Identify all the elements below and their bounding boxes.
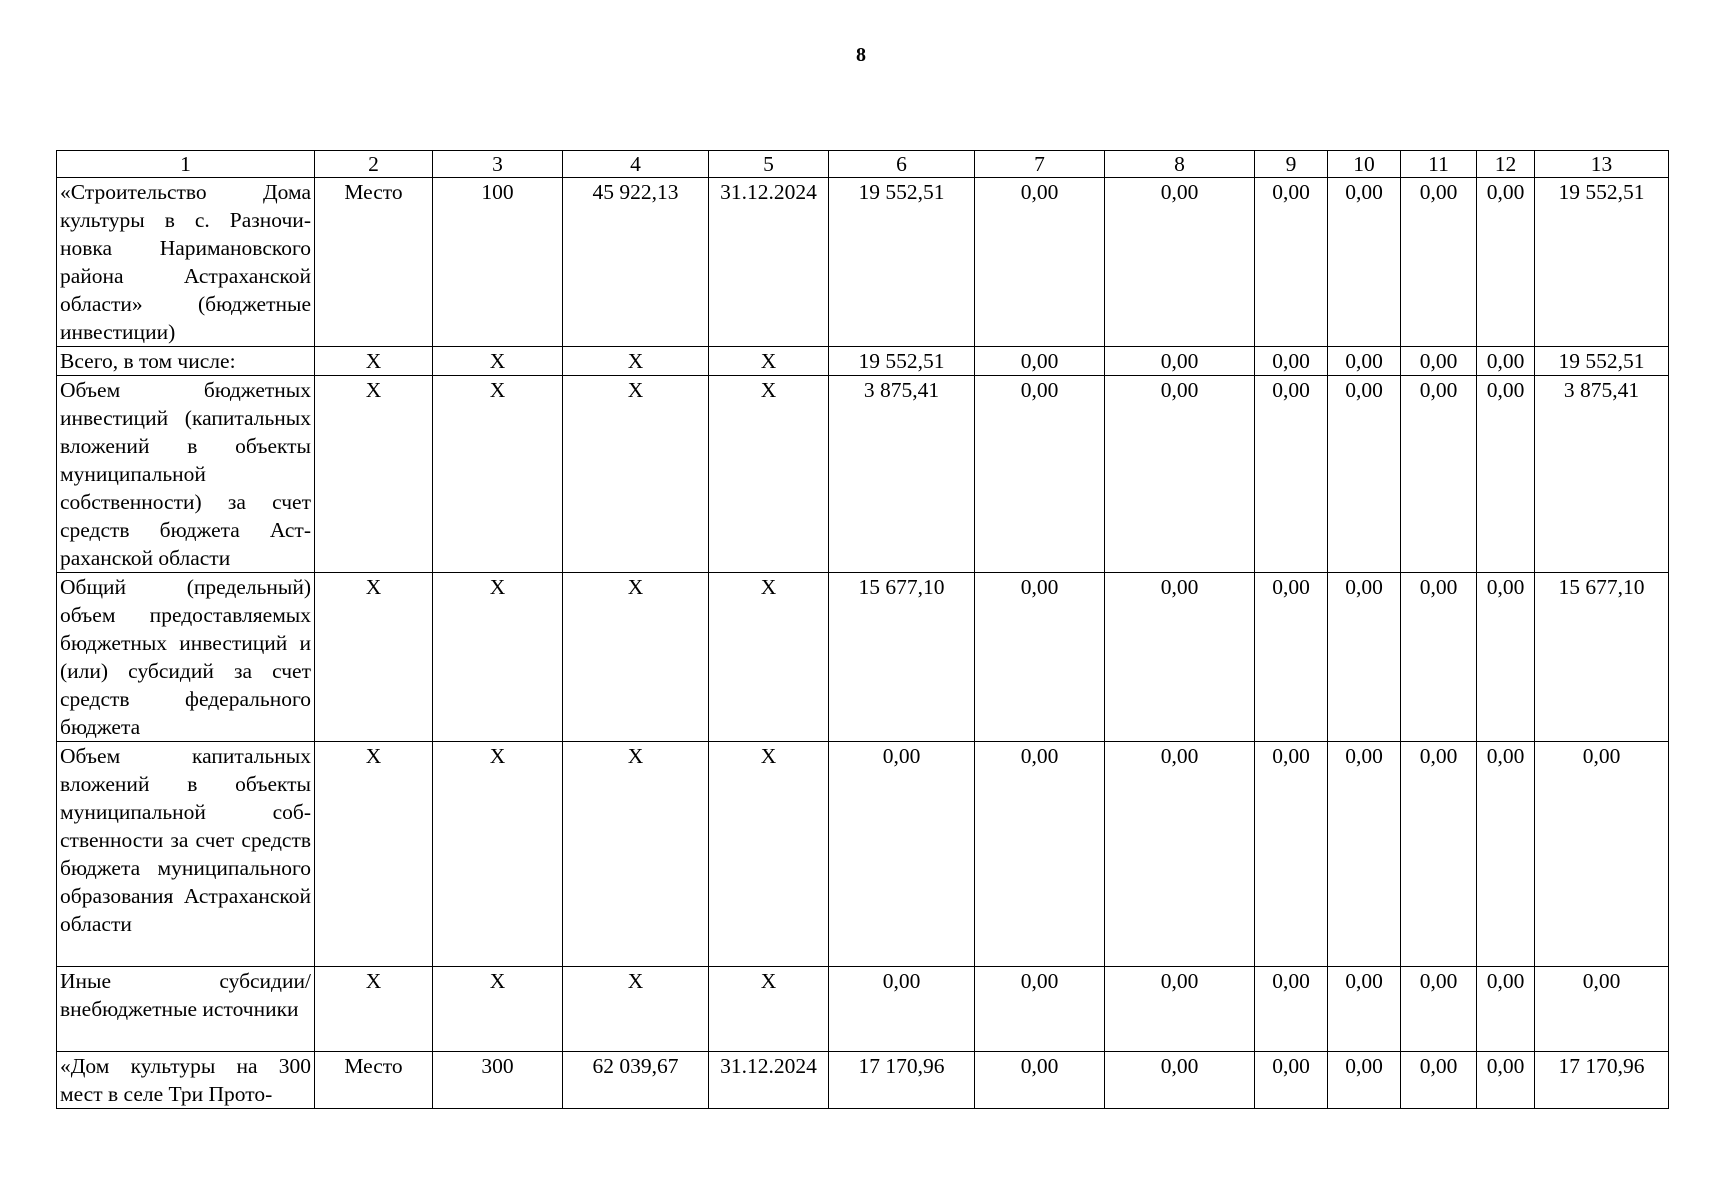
- table-row: [57, 347, 1669, 376]
- table-cell: 0,00: [975, 347, 1105, 376]
- table-row: [57, 1052, 1669, 1109]
- table-cell: X: [563, 376, 709, 573]
- table-cell: 31.12.2024: [709, 1052, 829, 1109]
- table-cell: 0,00: [975, 742, 1105, 967]
- table-cell: X: [433, 742, 563, 967]
- table-cell: 0,00: [1255, 573, 1328, 742]
- table-cell: 0,00: [1255, 178, 1328, 347]
- table-cell: 0,00: [1401, 742, 1477, 967]
- table-cell: 0,00: [1477, 573, 1535, 742]
- table-cell: X: [433, 347, 563, 376]
- column-number: 1: [57, 151, 315, 178]
- table-cell: 0,00: [829, 967, 975, 1052]
- table-cell: 0,00: [1535, 742, 1669, 967]
- table-cell: X: [709, 376, 829, 573]
- column-number: 5: [709, 151, 829, 178]
- table-cell: 0,00: [829, 742, 975, 967]
- table-cell: 19 552,51: [1535, 347, 1669, 376]
- table-cell: 0,00: [975, 376, 1105, 573]
- table-cell: X: [433, 967, 563, 1052]
- table-cell: X: [709, 573, 829, 742]
- table-cell: 0,00: [1401, 347, 1477, 376]
- table-cell: 300: [433, 1052, 563, 1109]
- budget-investment-table: [56, 150, 1669, 1109]
- table-cell: 0,00: [1328, 347, 1401, 376]
- table-cell: 0,00: [1105, 347, 1255, 376]
- table-cell: 0,00: [1255, 742, 1328, 967]
- column-number: 8: [1105, 151, 1255, 178]
- table-cell: X: [315, 967, 433, 1052]
- table-cell: 15 677,10: [1535, 573, 1669, 742]
- table-cell: 0,00: [975, 178, 1105, 347]
- row-description: «Строительство Дома культуры в с. Разночиновка Наримановского района Астраханской области» (бюджетные инвестиции): [57, 178, 315, 347]
- table-cell: 0,00: [1105, 967, 1255, 1052]
- row-description: Иные субсидии/внебюджетные источники: [57, 967, 315, 1052]
- column-number: 13: [1535, 151, 1669, 178]
- column-number: 6: [829, 151, 975, 178]
- table-cell: 0,00: [1105, 178, 1255, 347]
- table-cell: 0,00: [1255, 376, 1328, 573]
- column-number: 11: [1401, 151, 1477, 178]
- table-cell: 100: [433, 178, 563, 347]
- row-description: Общий (предельный) объем предоставляемых бюджетных инвестиций и (или) субсидий за счет средств федерального бюджета: [57, 573, 315, 742]
- table-cell: 19 552,51: [829, 178, 975, 347]
- table-cell: X: [563, 573, 709, 742]
- table-cell: X: [315, 742, 433, 967]
- table-cell: 0,00: [1105, 573, 1255, 742]
- table-cell: 0,00: [1477, 1052, 1535, 1109]
- row-description: Объем капитальных вложений в объекты муниципальной собственности за счет средств бюджета муниципального образования Астраханской области: [57, 742, 315, 967]
- page-number: 8: [856, 44, 866, 66]
- table-cell: 0,00: [975, 1052, 1105, 1109]
- table-cell: 0,00: [1477, 376, 1535, 573]
- table-cell: 0,00: [1328, 573, 1401, 742]
- table-cell: X: [315, 573, 433, 742]
- table-cell: 0,00: [1477, 967, 1535, 1052]
- table-cell: 0,00: [1401, 178, 1477, 347]
- table-cell: 0,00: [1328, 376, 1401, 573]
- table-row: [57, 742, 1669, 967]
- table-cell: X: [433, 376, 563, 573]
- table-cell: X: [563, 742, 709, 967]
- table-cell: Место: [315, 1052, 433, 1109]
- table-cell: 19 552,51: [1535, 178, 1669, 347]
- table-cell: 19 552,51: [829, 347, 975, 376]
- table-cell: 62 039,67: [563, 1052, 709, 1109]
- table-row: [57, 967, 1669, 1052]
- column-number-row: [57, 151, 1669, 178]
- column-number: 3: [433, 151, 563, 178]
- table-row: [57, 573, 1669, 742]
- table-cell: 0,00: [1535, 967, 1669, 1052]
- table-cell: 0,00: [1105, 1052, 1255, 1109]
- table-cell: 0,00: [1477, 742, 1535, 967]
- table-row: [57, 178, 1669, 347]
- table-cell: X: [709, 742, 829, 967]
- table-cell: 0,00: [1255, 967, 1328, 1052]
- table-cell: 0,00: [1401, 967, 1477, 1052]
- table-cell: 0,00: [1255, 347, 1328, 376]
- row-description: Объем бюджетных инвестиций (капитальных вложений в объекты муниципальной собственности) за счет средств бюджета Астраханской области: [57, 376, 315, 573]
- table-cell: 0,00: [1328, 967, 1401, 1052]
- table-row: [57, 376, 1669, 573]
- table-cell: 0,00: [1105, 376, 1255, 573]
- table-cell: X: [709, 347, 829, 376]
- table-cell: 15 677,10: [829, 573, 975, 742]
- table-cell: 0,00: [1401, 573, 1477, 742]
- table-cell: 17 170,96: [829, 1052, 975, 1109]
- table-cell: 0,00: [975, 967, 1105, 1052]
- table-cell: 0,00: [1401, 1052, 1477, 1109]
- column-number: 9: [1255, 151, 1328, 178]
- column-number: 2: [315, 151, 433, 178]
- table-cell: 3 875,41: [829, 376, 975, 573]
- column-number: 4: [563, 151, 709, 178]
- table-cell: 17 170,96: [1535, 1052, 1669, 1109]
- table-cell: 31.12.2024: [709, 178, 829, 347]
- table-body: [57, 151, 1669, 1109]
- table-cell: 45 922,13: [563, 178, 709, 347]
- table-cell: X: [433, 573, 563, 742]
- row-description: «Дом культуры на 300 мест в селе Три Прото-: [57, 1052, 315, 1109]
- table-cell: Место: [315, 178, 433, 347]
- table-cell: 0,00: [1328, 1052, 1401, 1109]
- table-cell: 0,00: [1105, 742, 1255, 967]
- column-number: 12: [1477, 151, 1535, 178]
- table-cell: 0,00: [975, 573, 1105, 742]
- table-cell: X: [563, 967, 709, 1052]
- table-cell: X: [315, 347, 433, 376]
- table-cell: X: [709, 967, 829, 1052]
- table-cell: 0,00: [1328, 178, 1401, 347]
- table-cell: X: [315, 376, 433, 573]
- table-cell: 0,00: [1477, 347, 1535, 376]
- table-cell: 0,00: [1401, 376, 1477, 573]
- column-number: 7: [975, 151, 1105, 178]
- table-cell: 0,00: [1477, 178, 1535, 347]
- table-cell: 0,00: [1328, 742, 1401, 967]
- table-cell: 3 875,41: [1535, 376, 1669, 573]
- table-cell: X: [563, 347, 709, 376]
- row-description: Всего, в том числе:: [57, 347, 315, 376]
- table-cell: 0,00: [1255, 1052, 1328, 1109]
- column-number: 10: [1328, 151, 1401, 178]
